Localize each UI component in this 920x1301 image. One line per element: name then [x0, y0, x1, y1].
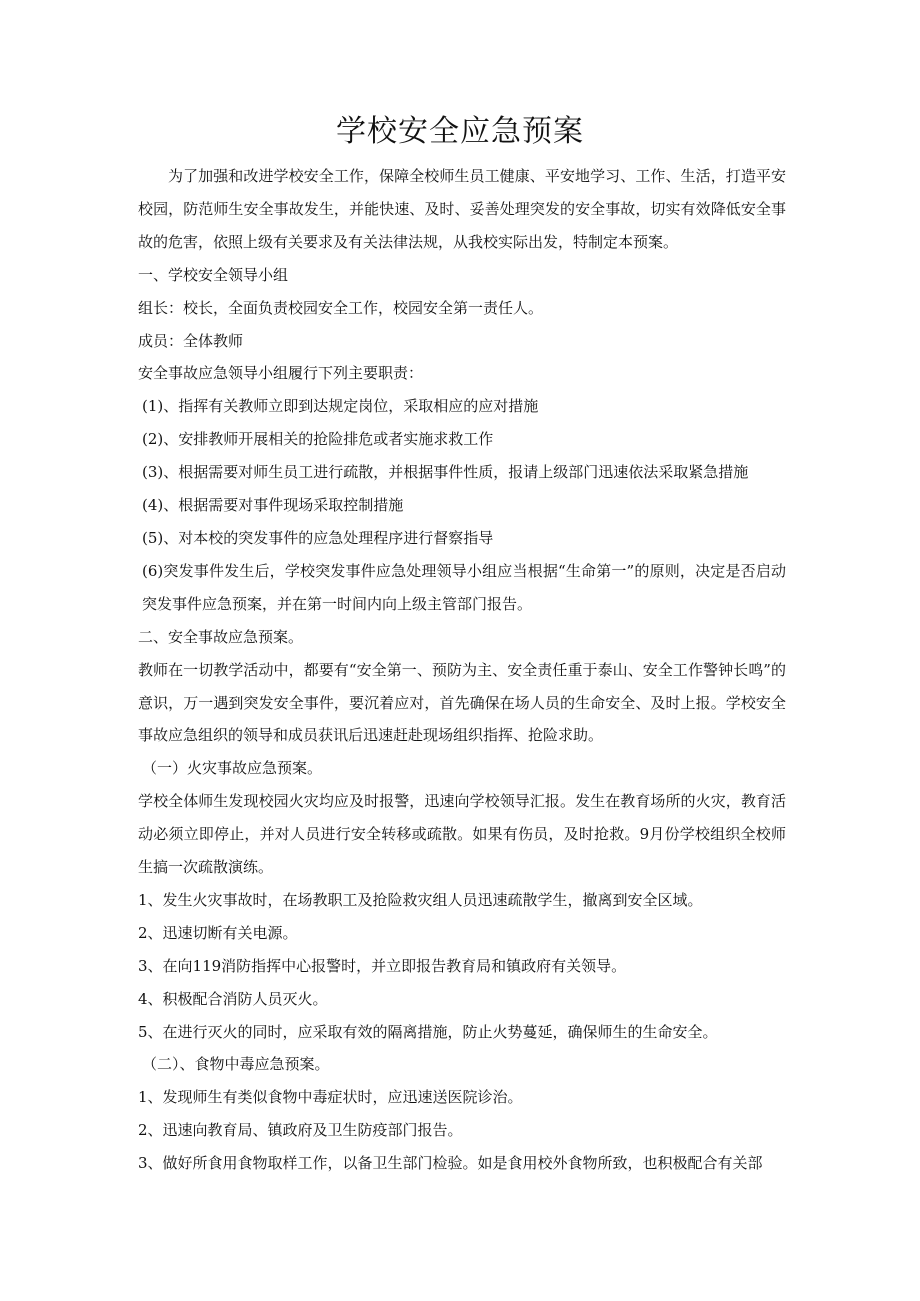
leader-line: 组长：校长，全面负责校园安全工作，校园安全第一责任人。 — [138, 298, 544, 317]
fire-step-2: 2、迅速切断有关电源。 — [138, 923, 298, 942]
teacher-responsibility-paragraph: 教师在一切教学活动中，都要有“安全第一、预防为主、安全责任重于泰山、安全工作警钟长鸣”的意识，万一遇到突发安全事件，要沉着应对，首先确保在场人员的生命安全、及时上报。学校安全事故应急组织的领导和成员获讯后迅速赶赴现场组织指挥、抢险求助。 — [138, 660, 786, 745]
food-step-1: 1、发现师生有类似食物中毒症状时，应迅速送医院诊治。 — [138, 1088, 523, 1107]
document-title: 学校安全应急预案 — [336, 114, 584, 149]
duty-item-3: (3)、根据需要对师生员工进行疏散，并根据事件性质，报请上级部门迅速依法采取紧急措施 — [142, 463, 749, 482]
fire-step-5: 5、在进行灭火的同时，应采取有效的隔离措施，防止火势蔓延，确保师生的生命安全。 — [138, 1022, 718, 1041]
intro-paragraph: 为了加强和改进学校安全工作，保障全校师生员工健康、平安地学习、工作、生活，打造平安校园，防范师生安全事故发生，并能快速、及时、妥善处理突发的安全事故，切实有效降低安全事故的危害，依照上级有关要求及有关法律法规，从我校实际出发，特制定本预案。 — [138, 167, 786, 251]
food-step-2: 2、迅速向教育局、镇政府及卫生防疫部门报告。 — [138, 1121, 463, 1140]
food-step-3: 3、做好所食用食物取样工作，以备卫生部门检验。如是食用校外食物所致，也积极配合有关部 — [138, 1154, 763, 1173]
document-body — [138, 160, 786, 1180]
section-heading-emergency-plan: 二、安全事故应急预案。 — [138, 627, 304, 646]
fire-step-3: 3、在向119消防指挥中心报警时，并立即报告教育局和镇政府有关领导。 — [138, 956, 627, 975]
fire-step-1: 1、发生火灾事故时，在场教职工及抢险救灾组人员迅速疏散学生，撤离到安全区域。 — [138, 890, 703, 909]
fire-step-4: 4、积极配合消防人员灭火。 — [138, 989, 328, 1008]
members-line: 成员：全体教师 — [138, 331, 244, 350]
subsection-fire: （一）火灾事故应急预案。 — [142, 759, 323, 778]
duty-item-5: (5)、对本校的突发事件的应急处理程序进行督察指导 — [142, 528, 494, 547]
duty-item-6: (6)突发事件发生后，学校突发事件应急处理领导小组应当根据“生命第一”的原则，决定是否启动突发事件应急预案，并在第一时间内向上级主管部门报告。 — [142, 561, 786, 613]
duty-item-4: (4)、根据需要对事件现场采取控制措施 — [142, 496, 404, 515]
fire-overview-paragraph: 学校全体师生发现校园火灾均应及时报警，迅速向学校领导汇报。发生在教育场所的火灾，教育活动必须立即停止，并对人员进行安全转移或疏散。如果有伤员，及时抢救。9月份学校组织全校师生搞一次疏散演练。 — [138, 792, 786, 877]
section-heading-leadership: 一、学校安全领导小组 — [138, 265, 289, 284]
duty-item-1: (1)、指挥有关教师立即到达规定岗位，采取相应的应对措施 — [142, 397, 539, 416]
subsection-food-poisoning: （二）、食物中毒应急预案。 — [142, 1055, 330, 1074]
duty-item-2: (2)、安排教师开展相关的抢险排危或者实施求救工作 — [142, 430, 494, 449]
duties-intro: 安全事故应急领导小组履行下列主要职责： — [138, 364, 424, 383]
